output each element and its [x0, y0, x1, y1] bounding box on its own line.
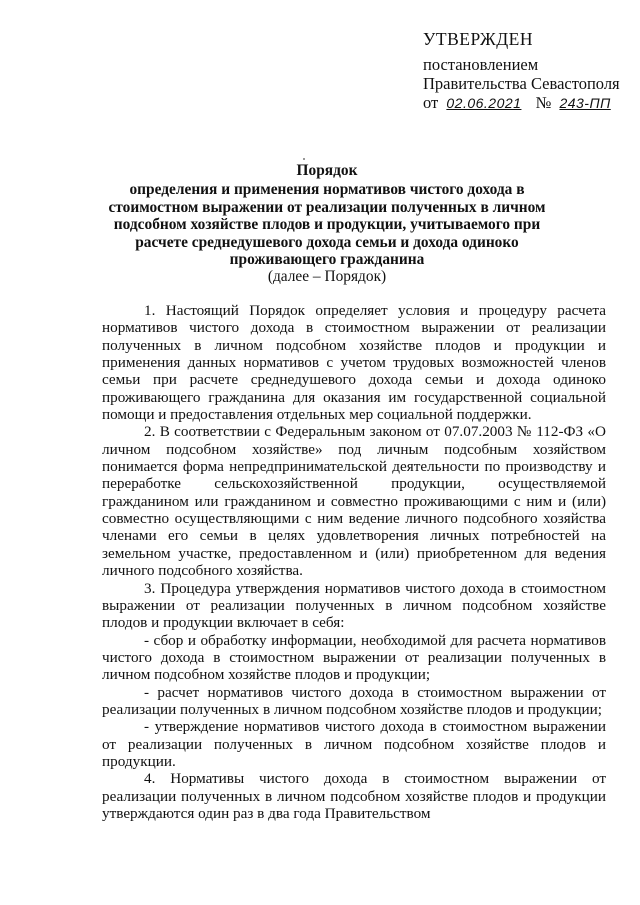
paragraph-3: 3. Процедура утверждения нормативов чистого дохода в стоимостном выражении от реализации полученных в личном подсобном хозяйстве плодов и продукции включает в себя:	[102, 579, 606, 632]
approval-number: 243-ПП	[559, 95, 611, 111]
approval-heading: УТВЕРЖДЕН	[423, 29, 534, 49]
document-title-note: (далее – Порядок)	[267, 268, 387, 286]
approval-stamp	[423, 30, 620, 113]
approval-date-row	[423, 93, 620, 113]
document-title-block	[100, 162, 554, 286]
paragraph-2: 2. В соответствии с Федеральным законом от 07.07.2003 № 112-ФЗ «О личном подсобном хозяйстве» под личным подсобным хозяйством понимается форма непредпринимательской деятельности по производству и переработке сельскохозяйственной продукции, осуществляемой гражданином или гражданином и совместно проживающими с ним и (или) совместно осуществляющими с ним ведение личного подсобного хозяйства членами его семьи в целях удовлетворения личных потребностей на земельном участке, предоставленном и (или) приобретенном для ведения личного подсобного хозяйства.	[102, 423, 606, 580]
list-item-approve: - утверждение нормативов чистого дохода в стоимостном выражении от реализации полученных в личном подсобном хозяйстве плодов и продукции.	[102, 718, 606, 770]
document-subtitle: определения и применения нормативов чистого дохода в стоимостном выражении от реализации полученных в личном подсобном хозяйстве плодов и продукции, учитываемого при расчете среднедушевого дохода семьи и дохода одиноко проживающего гражданина	[108, 181, 546, 269]
document-title: Порядок	[296, 162, 358, 179]
approval-line-1: постановлением	[423, 55, 539, 74]
list-item-calculate: - расчет нормативов чистого дохода в стоимостном выражении от реализации полученных в личном подсобном хозяйстве плодов и продукции;	[102, 683, 606, 718]
scan-speck	[303, 158, 305, 160]
number-label: №	[535, 93, 552, 112]
date-prefix: от	[423, 93, 439, 112]
approval-date: 02.06.2021	[446, 95, 522, 111]
document-body	[102, 302, 606, 822]
paragraph-4: 4. Нормативы чистого дохода в стоимостном выражении от реализации полученных в личном подсобном хозяйстве плодов и продукции утверждаются один раз в два года Правительством	[102, 770, 606, 822]
paragraph-1: 1. Настоящий Порядок определяет условия и процедуру расчета нормативов чистого дохода в стоимостном выражении от реализации полученных в личном подсобном хозяйстве плодов и продукции и применения данных нормативов с учетом трудовых возможностей членов семьи при расчете среднедушевого дохода семьи и дохода одиноко проживающего гражданина для оказания им государственной социальной помощи и предоставления отдельных мер социальной поддержки.	[102, 302, 606, 424]
list-item-collect: - сбор и обработку информации, необходимой для расчета нормативов чистого дохода в стоимостном выражении от реализации полученных в личном подсобном хозяйстве плодов и продукции;	[102, 631, 606, 684]
approval-line-2: Правительства Севастополя	[423, 74, 620, 93]
